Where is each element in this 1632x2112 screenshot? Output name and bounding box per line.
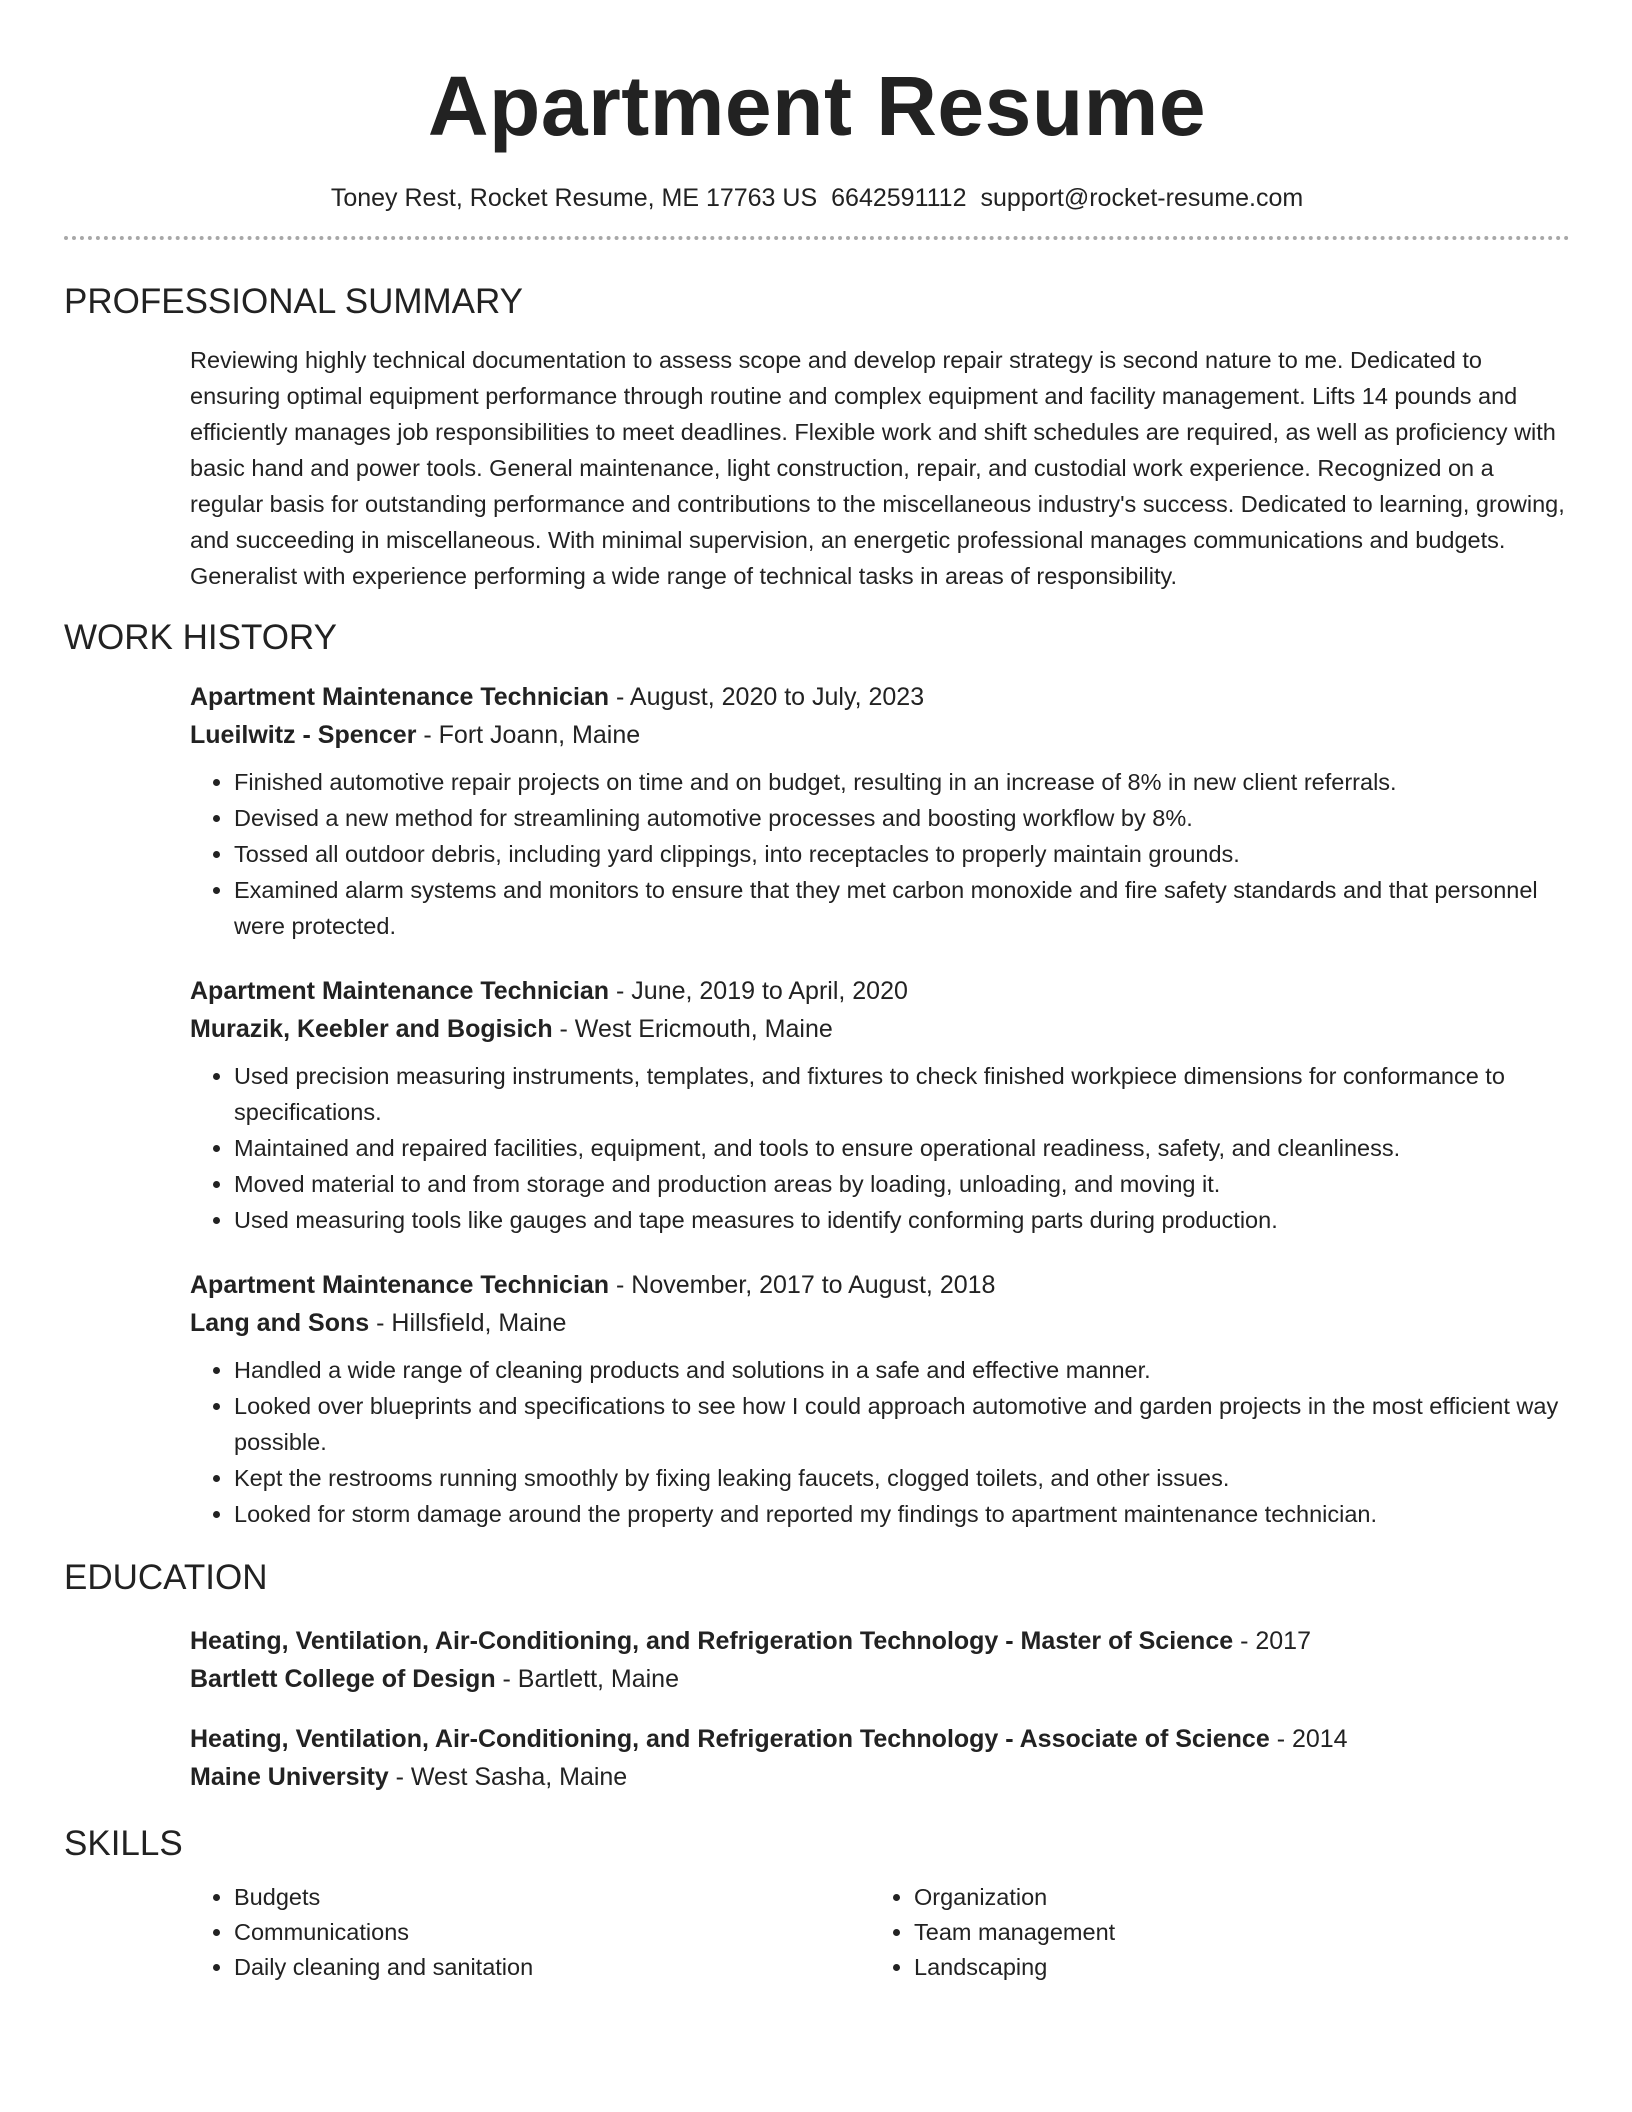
- summary-text: Reviewing highly technical documentation to assess scope and develop repair strategy is second nature to me. Dedicated to ensuring optimal equipment performance through routine and complex equipment and facility management. Lifts 14 pounds and efficiently manages job responsibilities to meet deadlines. Flexible work and shift schedules are required, as well as proficiency with basic hand and power tools. General maintenance, light construction, repair, and custodial work experience. Recognized on a regular basis for outstanding performance and contributions to the miscellaneous industry's success. Dedicated to learning, growing, and succeeding in miscellaneous. With minimal supervision, an energetic professional manages communications and budgets. Generalist with experience performing a wide range of technical tasks in areas of responsibility.: [190, 347, 1565, 589]
- header-divider: [64, 236, 1570, 240]
- education-school-line: [190, 1660, 1570, 1698]
- job-company: Murazik, Keebler and Bogisich: [190, 1015, 553, 1043]
- job-company-line: [190, 1010, 1570, 1048]
- resume-title: Apartment Resume: [427, 59, 1207, 153]
- job-role-line: [190, 1266, 1570, 1304]
- job-role: Apartment Maintenance Technician: [190, 683, 610, 711]
- education-degree: Heating, Ventilation, Air-Conditioning, and Refrigeration Technology - Master of Science: [190, 1627, 1234, 1655]
- job-bullet: • Looked over blueprints and specifications to see how I could approach automotive and garden projects in the most efficient way possible.: [234, 1388, 1570, 1460]
- skill-item: • Communications: [234, 1915, 870, 1950]
- job-role-line: [190, 678, 1570, 716]
- job-bullet: • Tossed all outdoor debris, including yard clippings, into receptacles to properly maintain grounds.: [234, 836, 1570, 872]
- job-bullet: • Finished automotive repair projects on time and on budget, resulting in an increase of 8% in new client referrals.: [234, 764, 1570, 800]
- job-entry: [190, 678, 1570, 944]
- contact-phone: 6642591112: [831, 184, 967, 212]
- job-location: - Fort Joann, Maine: [416, 721, 641, 749]
- job-bullet: • Used precision measuring instruments, templates, and fixtures to check finished workpiece dimensions for conformance to specifications.: [234, 1058, 1570, 1130]
- job-role: Apartment Maintenance Technician: [190, 977, 610, 1005]
- education-location: - Bartlett, Maine: [495, 1665, 679, 1693]
- job-bullet: • Maintained and repaired facilities, equipment, and tools to ensure operational readiness, safety, and cleanliness.: [234, 1130, 1570, 1166]
- education-school: Maine University: [190, 1763, 389, 1791]
- section-title-skills: SKILLS: [64, 1824, 183, 1863]
- job-role-line: [190, 972, 1570, 1010]
- skill-item: • Team management: [914, 1915, 1550, 1950]
- job-entry: [190, 1266, 1570, 1532]
- education-entry: [190, 1720, 1570, 1796]
- skill-item: • Landscaping: [914, 1950, 1550, 1985]
- job-bullets: [190, 764, 1570, 944]
- education-school: Bartlett College of Design: [190, 1665, 496, 1693]
- job-bullet: • Moved material to and from storage and production areas by loading, unloading, and moving it.: [234, 1166, 1570, 1202]
- education-degree-line: [190, 1720, 1570, 1758]
- skill-item: • Daily cleaning and sanitation: [234, 1950, 870, 1985]
- job-bullets: [190, 1352, 1570, 1532]
- education-list: [190, 1622, 1570, 1796]
- skill-item: • Budgets: [234, 1880, 870, 1915]
- education-degree-line: [190, 1622, 1570, 1660]
- job-bullets: [190, 1058, 1570, 1238]
- job-company-line: [190, 1304, 1570, 1342]
- job-bullet: • Looked for storm damage around the property and reported my findings to apartment maintenance technician.: [234, 1496, 1570, 1532]
- job-company: Lueilwitz - Spencer: [190, 721, 417, 749]
- education-year: - 2014: [1269, 1725, 1348, 1753]
- contact-address: Toney Rest, Rocket Resume, ME 17763 US: [330, 184, 818, 212]
- job-company: Lang and Sons: [190, 1309, 370, 1337]
- job-role: Apartment Maintenance Technician: [190, 1271, 610, 1299]
- work-history-list: [190, 678, 1570, 1532]
- skill-item: • Organization: [914, 1880, 1550, 1915]
- education-school-line: [190, 1758, 1570, 1796]
- job-bullet: • Kept the restrooms running smoothly by fixing leaking faucets, clogged toilets, and other issues.: [234, 1460, 1570, 1496]
- contact-email: support@rocket-resume.com: [980, 184, 1304, 212]
- education-location: - West Sasha, Maine: [388, 1763, 628, 1791]
- section-title-work-history: WORK HISTORY: [64, 618, 337, 657]
- education-year: - 2017: [1233, 1627, 1311, 1655]
- job-bullet: • Handled a wide range of cleaning products and solutions in a safe and effective manner.: [234, 1352, 1570, 1388]
- resume-page: [64, 0, 1570, 1985]
- job-bullet: • Used measuring tools like gauges and tape measures to identify conforming parts during production.: [234, 1202, 1570, 1238]
- job-dates: - June, 2019 to April, 2020: [609, 977, 908, 1005]
- section-title-education: EDUCATION: [64, 1558, 268, 1597]
- skills-grid: [190, 1880, 1570, 1985]
- skills-column-right: [870, 1880, 1550, 1985]
- education-degree: Heating, Ventilation, Air-Conditioning, and Refrigeration Technology - Associate of Science: [190, 1725, 1270, 1753]
- section-title-summary: PROFESSIONAL SUMMARY: [64, 282, 523, 321]
- job-bullet: • Examined alarm systems and monitors to ensure that they met carbon monoxide and fire safety standards and that personnel were protected.: [234, 872, 1570, 944]
- job-company-line: [190, 716, 1570, 754]
- contact-line: [64, 182, 1570, 214]
- skills-column-left: [190, 1880, 870, 1985]
- job-location: - West Ericmouth, Maine: [552, 1015, 833, 1043]
- job-location: - Hillsfield, Maine: [369, 1309, 567, 1337]
- job-dates: - November, 2017 to August, 2018: [609, 1271, 996, 1299]
- job-bullet: • Devised a new method for streamlining automotive processes and boosting workflow by 8%.: [234, 800, 1570, 836]
- job-entry: [190, 972, 1570, 1238]
- education-entry: [190, 1622, 1570, 1698]
- job-dates: - August, 2020 to July, 2023: [609, 683, 925, 711]
